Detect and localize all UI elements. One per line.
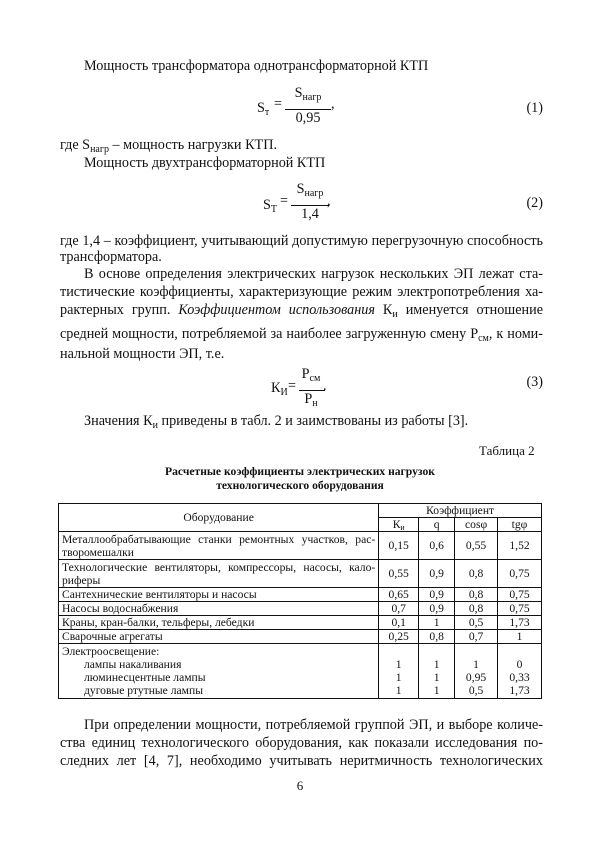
table-row — [59, 532, 542, 560]
eq3-equals: = — [288, 378, 297, 394]
paragraph-3-line4: средней мощности, потребляемой за наиболее загруженную смену $Р_{см}$, к номи- — [60, 326, 543, 344]
row-name: Сварочные агрегаты — [59, 630, 379, 644]
eq1-equals: = — [274, 96, 283, 112]
page-number: 6 — [296, 778, 304, 793]
row-tg: 1,73 — [498, 616, 542, 630]
table-row — [59, 630, 542, 644]
eq3-numerator: $Р_{см}$ — [301, 366, 321, 384]
row-tg: 1 — [498, 630, 542, 644]
paragraph-transformer-double: Мощность двухтрансформаторной КТП — [84, 155, 326, 171]
eq3-tail: . — [323, 378, 327, 394]
row-q: 0,9 — [419, 560, 455, 588]
header-cos: cosφ — [455, 518, 498, 532]
paragraph-5-line3: следних лет [4, 7], необходимо учитывать неритмичность технологических — [60, 753, 543, 769]
paragraph-5-line1: При определении мощности, потребляемой группой ЭП, и выборе количе- — [84, 717, 543, 733]
header-q: q — [419, 518, 455, 532]
eq1-tail: , — [331, 96, 335, 112]
equation-3-number: (3) — [526, 374, 543, 390]
header-equipment: Оборудование — [59, 504, 379, 532]
row-name: Технологические вентиляторы, компрессоры, насосы, кало- риферы — [59, 560, 379, 588]
lighting-cos: 1 0,95 0,5 — [455, 644, 498, 699]
paragraph-3-line1: В основе определения электрических нагрузок нескольких ЭП лежат ста- — [84, 266, 543, 282]
row-ki: 0,1 — [379, 616, 419, 630]
row-q: 0,9 — [419, 602, 455, 616]
eq2-equals: = — [280, 193, 289, 209]
table-label: Таблица 2 — [479, 443, 535, 458]
row-q: 0,6 — [419, 532, 455, 560]
eq2-tail: , — [327, 193, 331, 209]
header-tg: tgφ — [498, 518, 542, 532]
row-ki: 0,25 — [379, 630, 419, 644]
paragraph-4: Значения $К_и$ приведены в табл. 2 и заимствованы из работы [3]. — [84, 413, 469, 431]
row-ki: 0,65 — [379, 588, 419, 602]
row-cos: 0,55 — [455, 532, 498, 560]
row-name: Краны, кран-балки, тельферы, лебедки — [59, 616, 379, 630]
eq1-lhs: $S_т$ — [257, 100, 270, 118]
table-row — [59, 560, 542, 588]
equation-1 — [257, 85, 337, 135]
table-row — [59, 588, 542, 602]
row-tg: 0,75 — [498, 560, 542, 588]
row-cos: 0,8 — [455, 602, 498, 616]
where-coefficient-line1: где 1,4 – коэффициент, учитывающий допустимую перегрузочную способность — [60, 233, 543, 249]
paragraph-transformer-single: Мощность трансформатора однотрансформаторной КТП — [84, 58, 429, 74]
eq2-lhs: $S_Т$ — [263, 197, 277, 215]
lighting-item: люминесцентные лампы — [84, 671, 206, 684]
row-name: Металлообрабатывающие станки ремонтных участков, рас- творомешалки — [59, 532, 379, 560]
equation-2 — [263, 181, 333, 232]
row-name: Насосы водоснабжения — [59, 602, 379, 616]
paragraph-5-line2: ства единиц технологического оборудования, как показали исследования по- — [60, 735, 543, 751]
row-q: 0,9 — [419, 588, 455, 602]
eq1-denominator: 0,95 — [295, 110, 321, 126]
row-name-lighting — [59, 644, 379, 699]
row-ki: 0,55 — [379, 560, 419, 588]
equation-2-number: (2) — [526, 195, 543, 211]
paragraph-3-line2: тистические коэффициенты, характеризующие режим электропотребления ха- — [60, 284, 543, 300]
lighting-title: Электроосвещение: — [62, 645, 160, 658]
paragraph-3-line3: рактерных групп. Коэффициентом использования $К_и$ именуется отношение — [60, 302, 543, 320]
eq1-numerator: $S_{нагр}$ — [294, 85, 322, 103]
eq2-numerator: $S_{нагр}$ — [296, 181, 324, 199]
row-q: 1 — [419, 616, 455, 630]
eq3-lhs: $К_И$ — [271, 380, 288, 398]
lighting-ki: 1 1 1 — [379, 644, 419, 699]
paragraph-3-line5: нальной мощности ЭП, т.е. — [60, 346, 225, 362]
row-q: 0,8 — [419, 630, 455, 644]
table-row — [59, 616, 542, 630]
lighting-item: дуговые ртутные лампы — [84, 684, 203, 697]
coefficients-table — [58, 503, 542, 699]
table-caption-line2: технологического оборудования — [216, 479, 384, 492]
row-ki: 0,7 — [379, 602, 419, 616]
table-caption-line1: Расчетные коэффициенты электрических нагрузок — [165, 465, 435, 478]
row-cos: 0,5 — [455, 616, 498, 630]
row-cos: 0,8 — [455, 560, 498, 588]
header-coefficient-group: Коэффициент — [379, 504, 542, 518]
lighting-tg: 0 0,33 1,73 — [498, 644, 542, 699]
eq2-denominator: 1,4 — [301, 206, 319, 222]
row-name: Сантехнические вентиляторы и насосы — [59, 588, 379, 602]
header-ki: Ки — [379, 518, 419, 532]
row-tg: 0,75 — [498, 588, 542, 602]
table-row — [59, 602, 542, 616]
lighting-q: 1 1 1 — [419, 644, 455, 699]
eq3-denominator: $Р_н$ — [304, 391, 318, 409]
lighting-item: лампы накаливания — [84, 658, 182, 671]
where-s-load: где $S_{нагр}$ – мощность нагрузки КТП. — [60, 137, 277, 155]
table-header-row — [59, 504, 542, 518]
row-ki: 0,15 — [379, 532, 419, 560]
where-coefficient-line2: трансформатора. — [60, 249, 162, 265]
row-tg: 0,75 — [498, 602, 542, 616]
row-tg: 1,52 — [498, 532, 542, 560]
row-cos: 0,7 — [455, 630, 498, 644]
table-row-lighting — [59, 644, 542, 699]
row-cos: 0,8 — [455, 588, 498, 602]
equation-1-number: (1) — [526, 100, 543, 116]
